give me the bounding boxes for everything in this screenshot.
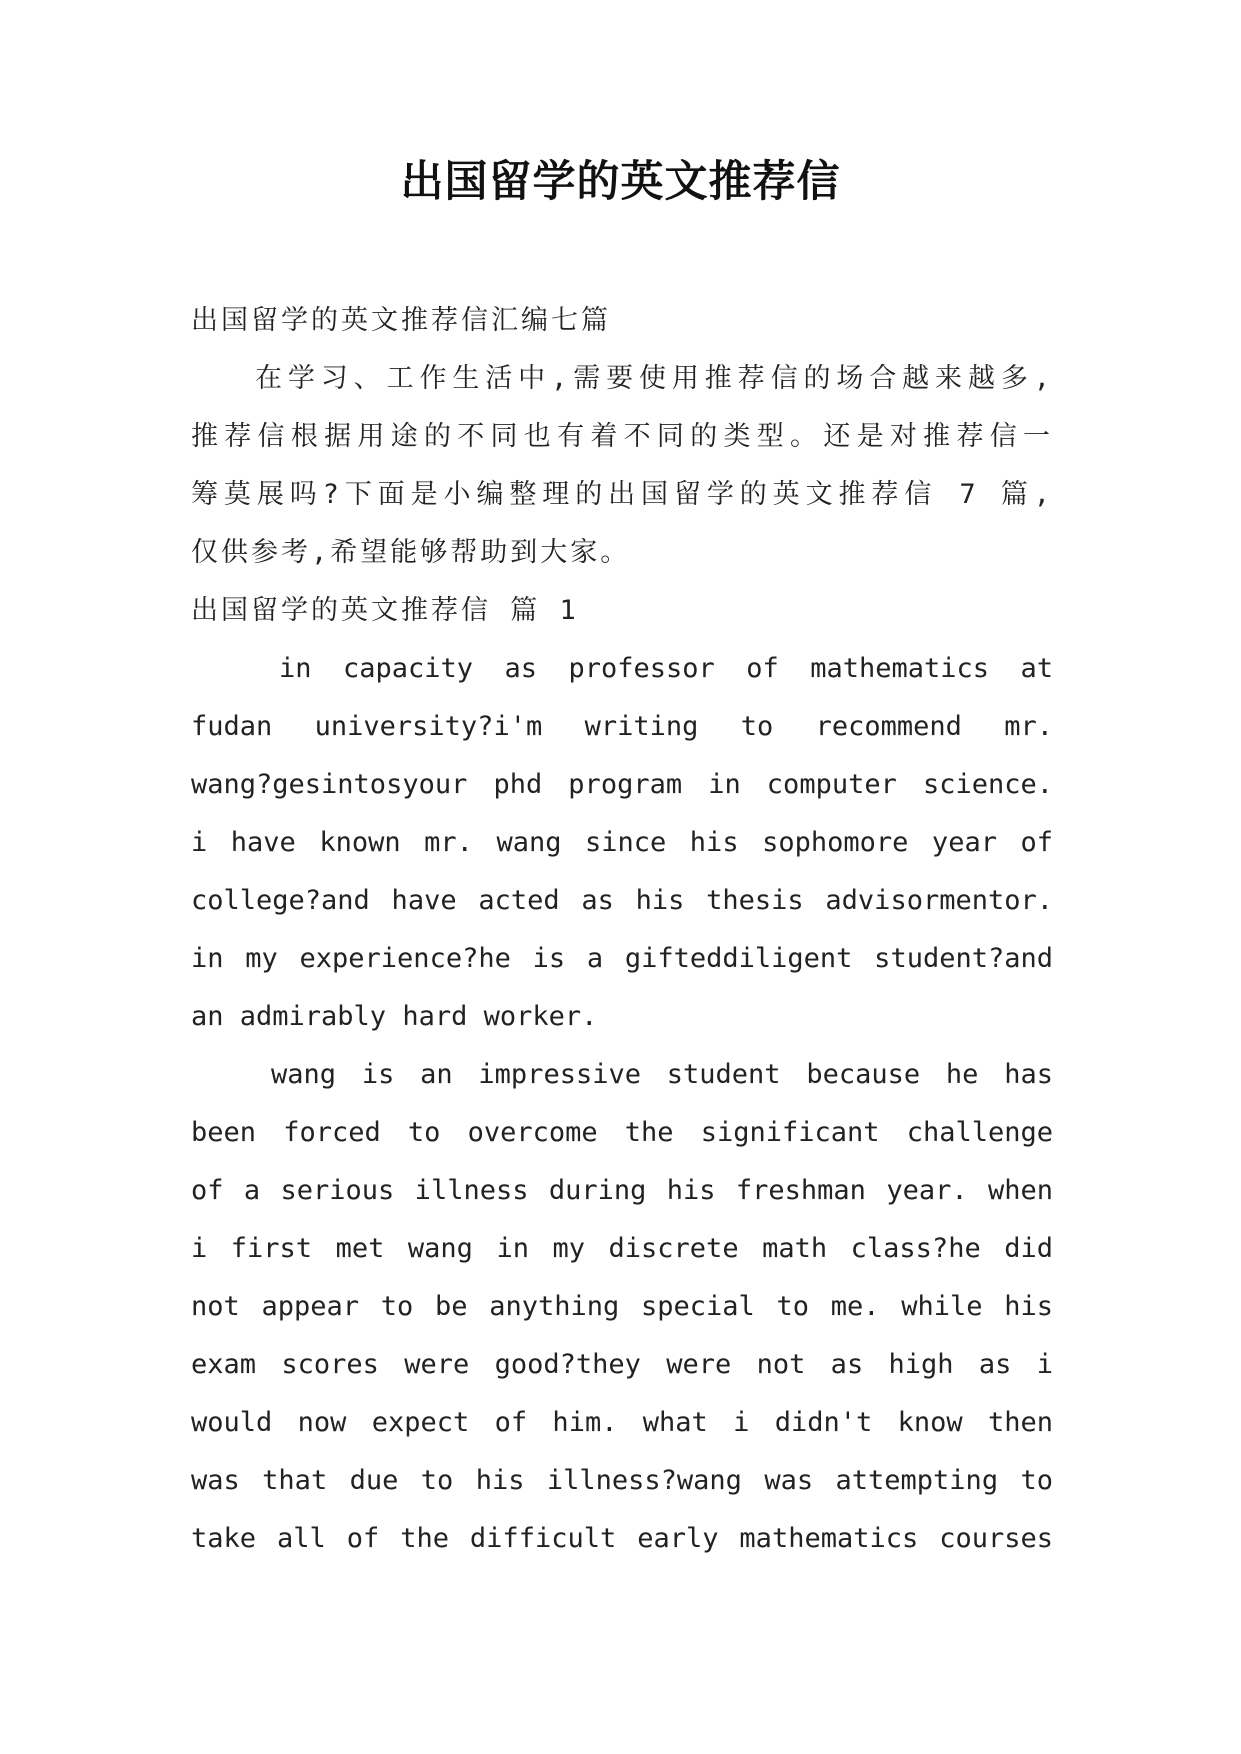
text-line: 推荐信根据用途的不同也有着不同的类型。还是对推荐信一 [191, 421, 1053, 452]
text-line: college?and have acted as his thesis advisormentor. [191, 885, 1053, 916]
text-line: 出国留学的英文推荐信 篇 1 [191, 595, 579, 626]
text-line: exam scores were good?they were not as high as i [191, 1349, 1053, 1380]
text-line: fudan university?i'm writing to recommend mr. [191, 711, 1053, 742]
document-body [191, 292, 1053, 1568]
text-line: i have known mr. wang since his sophomore year of [191, 827, 1053, 858]
text-line: been forced to overcome the significant challenge [191, 1117, 1053, 1148]
document-title: 出国留学的英文推荐信 [400, 157, 841, 207]
text-line: wang is an impressive student because he has [271, 1059, 1053, 1090]
text-line: an admirably hard worker. [191, 1001, 598, 1032]
text-line: not appear to be anything special to me. while his [191, 1291, 1053, 1322]
text-line: would now expect of him. what i didn't know then [191, 1407, 1053, 1438]
text-line: 仅供参考,希望能够帮助到大家。 [191, 537, 631, 568]
text-line: 出国留学的英文推荐信汇编七篇 [191, 305, 611, 336]
text-line: 在学习、工作生活中,需要使用推荐信的场合越来越多, [255, 363, 1053, 394]
text-line: in capacity as professor of mathematics at [279, 653, 1053, 684]
text-line: was that due to his illness?wang was attempting to [191, 1465, 1053, 1496]
text-line: i first met wang in my discrete math class?he did [191, 1233, 1053, 1264]
text-line: take all of the difficult early mathematics courses [191, 1523, 1053, 1554]
text-line: wang?gesintosyour phd program in computer science. [191, 769, 1053, 800]
text-line: in my experience?he is a gifteddiligent student?and [191, 943, 1053, 974]
text-line: 筹莫展吗?下面是小编整理的出国留学的英文推荐信 7 篇, [191, 479, 1053, 510]
text-line: of a serious illness during his freshman year. when [191, 1175, 1053, 1206]
